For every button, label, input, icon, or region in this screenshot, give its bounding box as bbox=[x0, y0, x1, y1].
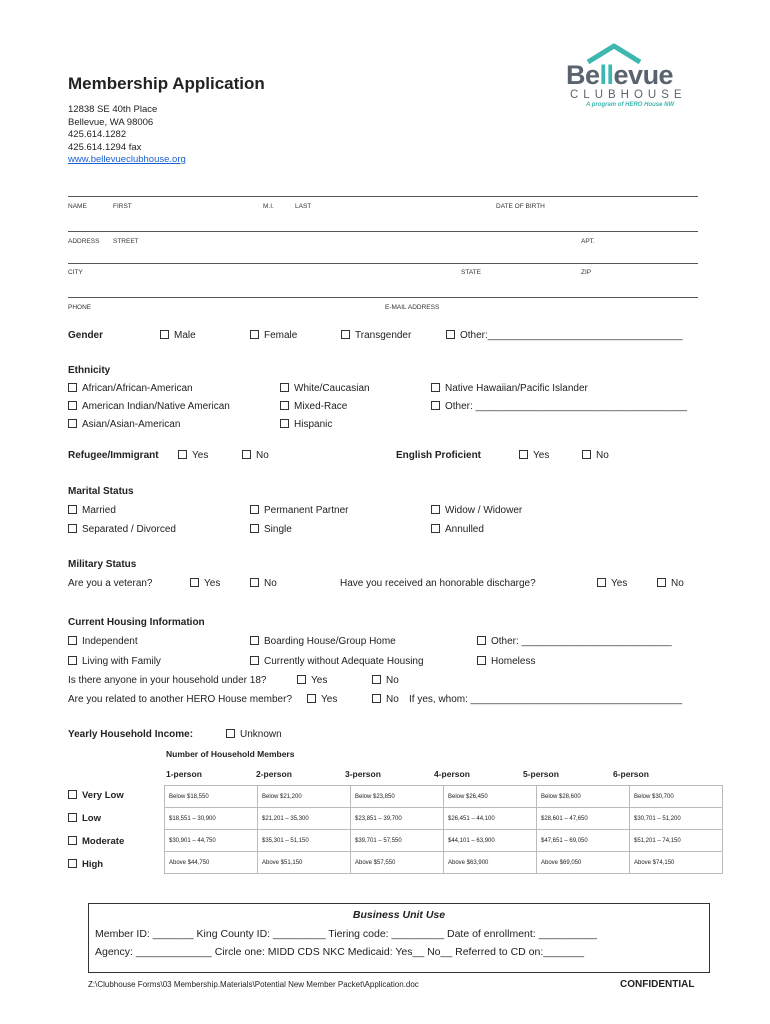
table-cell: Below $21,200 bbox=[258, 786, 351, 808]
income-low-checkbox[interactable]: Low bbox=[68, 813, 101, 824]
table-cell: Above $63,900 bbox=[444, 852, 537, 874]
phone-line: 425.614.1282 bbox=[68, 129, 127, 140]
marital-partner-checkbox[interactable]: Permanent Partner bbox=[250, 505, 349, 516]
email-label: E-MAIL ADDRESS bbox=[385, 304, 440, 311]
contact-block bbox=[68, 104, 186, 167]
address-line-field[interactable] bbox=[68, 231, 698, 232]
marital-single-checkbox[interactable]: Single bbox=[250, 524, 292, 535]
table-cell: Above $44,750 bbox=[165, 852, 258, 874]
table-cell: Above $69,050 bbox=[537, 852, 630, 874]
table-cell: $18,551 – 30,900 bbox=[165, 808, 258, 830]
table-cell: Above $51,150 bbox=[258, 852, 351, 874]
household-members-label: Number of Household Members bbox=[166, 749, 295, 759]
page-title: Membership Application bbox=[68, 74, 265, 93]
english-no-checkbox[interactable]: No bbox=[582, 450, 609, 461]
housing-label: Current Housing Information bbox=[68, 617, 205, 628]
veteran-yes-checkbox[interactable]: Yes bbox=[190, 578, 220, 589]
phone-line[interactable] bbox=[68, 297, 698, 298]
ethnicity-hawaiian-checkbox[interactable]: Native Hawaiian/Pacific Islander bbox=[431, 383, 588, 394]
income-high-checkbox[interactable]: High bbox=[68, 859, 103, 870]
marital-married-checkbox[interactable]: Married bbox=[68, 505, 116, 516]
marital-separated-checkbox[interactable]: Separated / Divorced bbox=[68, 524, 176, 535]
income-unknown-checkbox[interactable]: Unknown bbox=[226, 729, 282, 740]
ethnicity-white-checkbox[interactable]: White/Caucasian bbox=[280, 383, 370, 394]
gender-label: Gender bbox=[68, 330, 104, 341]
table-cell: $30,701 – 51,200 bbox=[630, 808, 723, 830]
related-yes-checkbox[interactable]: Yes bbox=[307, 694, 337, 705]
table-row bbox=[165, 786, 723, 808]
veteran-no-checkbox[interactable]: No bbox=[250, 578, 277, 589]
marital-widow-checkbox[interactable]: Widow / Widower bbox=[431, 505, 522, 516]
discharge-yes-checkbox[interactable]: Yes bbox=[597, 578, 627, 589]
business-unit-title: Business Unit Use bbox=[352, 909, 446, 921]
state-label: STATE bbox=[461, 269, 481, 276]
discharge-no-checkbox[interactable]: No bbox=[657, 578, 684, 589]
file-path: Z:\Clubhouse Forms\03 Membership.Materials\Potential New Member Packet\Application.doc bbox=[88, 980, 419, 989]
table-cell: Below $26,450 bbox=[444, 786, 537, 808]
table-cell: Below $28,600 bbox=[537, 786, 630, 808]
col-header: 6-person bbox=[613, 769, 649, 779]
ethnicity-african-checkbox[interactable]: African/African-American bbox=[68, 383, 193, 394]
table-cell: Below $23,850 bbox=[351, 786, 444, 808]
veteran-question: Are you a veteran? bbox=[68, 578, 153, 589]
table-cell: Below $30,700 bbox=[630, 786, 723, 808]
income-table bbox=[164, 785, 723, 874]
table-cell: $51,201 – 74,150 bbox=[630, 830, 723, 852]
table-row bbox=[165, 808, 723, 830]
gender-transgender-checkbox[interactable]: Transgender bbox=[341, 330, 411, 341]
col-header: 2-person bbox=[256, 769, 292, 779]
table-row bbox=[165, 830, 723, 852]
table-cell: $30,901 – 44,750 bbox=[165, 830, 258, 852]
under18-yes-checkbox[interactable]: Yes bbox=[297, 675, 327, 686]
table-cell: Above $74,150 bbox=[630, 852, 723, 874]
english-yes-checkbox[interactable]: Yes bbox=[519, 450, 549, 461]
address-line: 12838 SE 40th Place bbox=[68, 104, 158, 115]
housing-boarding-checkbox[interactable]: Boarding House/Group Home bbox=[250, 636, 396, 647]
col-header: 5-person bbox=[523, 769, 559, 779]
phone-label: PHONE bbox=[68, 304, 92, 311]
table-cell: $47,651 – 69,050 bbox=[537, 830, 630, 852]
logo-tagline: A program of HERO House NW bbox=[586, 102, 675, 108]
name-label: NAME bbox=[68, 203, 87, 210]
col-header: 3-person bbox=[345, 769, 381, 779]
business-line-1[interactable]: Member ID: _______ King County ID: _________ Tiering code: _________ Date of enrollment: __________ bbox=[95, 928, 598, 940]
under18-no-checkbox[interactable]: No bbox=[372, 675, 399, 686]
first-label: FIRST bbox=[113, 203, 132, 210]
ethnicity-hispanic-checkbox[interactable]: Hispanic bbox=[280, 419, 332, 430]
table-cell: $23,851 – 39,700 bbox=[351, 808, 444, 830]
refugee-label: Refugee/Immigrant bbox=[68, 450, 159, 461]
income-moderate-checkbox[interactable]: Moderate bbox=[68, 836, 124, 847]
zip-label: ZIP bbox=[581, 269, 592, 276]
military-label: Military Status bbox=[68, 559, 137, 570]
housing-homeless-checkbox[interactable]: Homeless bbox=[477, 656, 535, 667]
table-cell: $35,301 – 51,150 bbox=[258, 830, 351, 852]
marital-label: Marital Status bbox=[68, 486, 134, 497]
col-header: 1-person bbox=[166, 769, 202, 779]
ethnicity-asian-checkbox[interactable]: Asian/Asian-American bbox=[68, 419, 180, 430]
apt-label: APT. bbox=[581, 238, 595, 245]
housing-independent-checkbox[interactable]: Independent bbox=[68, 636, 138, 647]
city-line[interactable] bbox=[68, 263, 698, 264]
address-line: Bellevue, WA 98006 bbox=[68, 116, 154, 128]
logo-clubhouse: CLUBHOUSE bbox=[570, 89, 687, 101]
ethnicity-mixed-checkbox[interactable]: Mixed-Race bbox=[280, 401, 347, 412]
table-cell: $28,601 – 47,650 bbox=[537, 808, 630, 830]
table-cell: $21,201 – 35,300 bbox=[258, 808, 351, 830]
ethnicity-american-indian-checkbox[interactable]: American Indian/Native American bbox=[68, 401, 230, 412]
related-no-checkbox[interactable]: No bbox=[372, 694, 399, 705]
city-label: CITY bbox=[68, 269, 83, 276]
table-cell: Above $57,550 bbox=[351, 852, 444, 874]
table-cell: Below $18,550 bbox=[165, 786, 258, 808]
refugee-yes-checkbox[interactable]: Yes bbox=[178, 450, 208, 461]
bellevue-clubhouse-logo bbox=[566, 42, 706, 112]
refugee-no-checkbox[interactable]: No bbox=[242, 450, 269, 461]
table-row bbox=[165, 852, 723, 874]
fax-line: 425.614.1294 fax bbox=[68, 141, 142, 153]
table-cell: $44,101 – 63,900 bbox=[444, 830, 537, 852]
gender-male-checkbox[interactable]: Male bbox=[160, 330, 196, 341]
english-label: English Proficient bbox=[396, 450, 482, 461]
income-label: Yearly Household Income: bbox=[68, 729, 194, 740]
related-whom-field[interactable]: If yes, whom: ______________________________________ bbox=[409, 694, 683, 705]
gender-other-checkbox[interactable]: Other:___________________________________ bbox=[446, 330, 682, 341]
ethnicity-label: Ethnicity bbox=[68, 365, 111, 376]
income-verylow-checkbox[interactable]: Very Low bbox=[68, 790, 124, 801]
logo-wordmark: Bellevue bbox=[566, 60, 674, 90]
website-link[interactable]: www.bellevueclubhouse.org bbox=[68, 154, 186, 165]
marital-annulled-checkbox[interactable]: Annulled bbox=[431, 524, 484, 535]
housing-other-checkbox[interactable]: Other: ___________________________ bbox=[477, 636, 672, 647]
confidential-label: CONFIDENTIAL bbox=[620, 979, 695, 990]
business-line-2[interactable]: Agency: _____________ Circle one: MIDD CDS NKC Medicaid: Yes__ No__ Referred to CD on:_______ bbox=[95, 946, 585, 958]
ethnicity-other-checkbox[interactable]: Other: ______________________________________ bbox=[431, 401, 687, 412]
last-label: LAST bbox=[295, 203, 312, 210]
address-label: ADDRESS bbox=[68, 238, 100, 245]
table-cell: $26,451 – 44,100 bbox=[444, 808, 537, 830]
mi-label: M.I. bbox=[263, 203, 274, 210]
dob-label: DATE OF BIRTH bbox=[496, 203, 545, 210]
gender-female-checkbox[interactable]: Female bbox=[250, 330, 297, 341]
related-question: Are you related to another HERO House member? bbox=[68, 694, 292, 705]
discharge-question: Have you received an honorable discharge? bbox=[340, 578, 536, 589]
col-header: 4-person bbox=[434, 769, 470, 779]
under18-question: Is there anyone in your household under 18? bbox=[68, 675, 267, 686]
name-line[interactable] bbox=[68, 196, 698, 197]
business-unit-box bbox=[88, 903, 710, 973]
housing-inadequate-checkbox[interactable]: Currently without Adequate Housing bbox=[250, 656, 424, 667]
street-label: STREET bbox=[113, 238, 139, 245]
housing-family-checkbox[interactable]: Living with Family bbox=[68, 656, 161, 667]
table-cell: $39,701 – 57,550 bbox=[351, 830, 444, 852]
